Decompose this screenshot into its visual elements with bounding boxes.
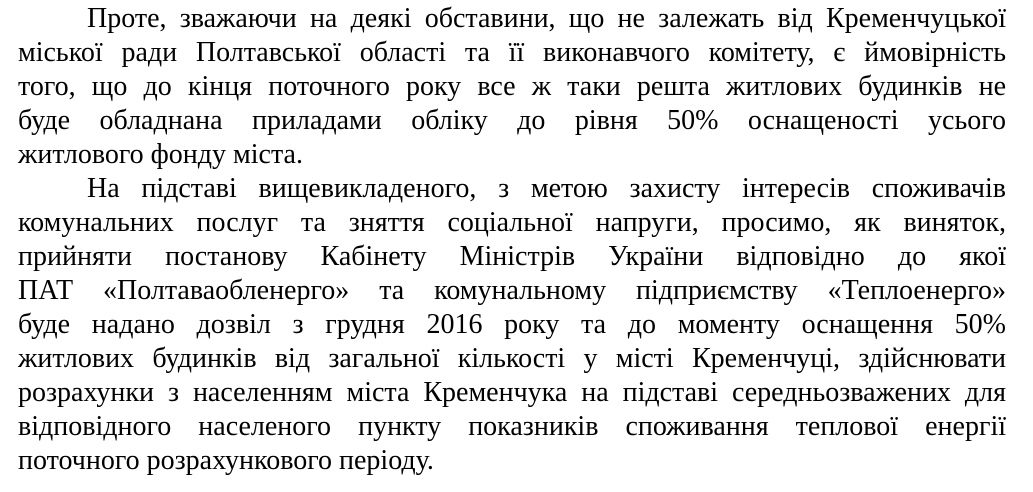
paragraph-1-line-4: буде обладнана приладами обліку до рівня 50% оснащеності усього [18,105,1006,136]
paragraph-1-line-2: міської ради Полтавської області та її виконавчого комітету, є ймовірність [18,37,1006,68]
paragraph-2-line-9: поточного розрахункового періоду. [18,445,434,476]
paragraph-2-line-8: відповідного населеного пункту показників споживання теплової енергії [18,411,1006,442]
paragraph-2-line-3: прийняти постанову Кабінету Міністрів України відповідно до якої [18,241,1006,272]
paragraph-2-line-1: На підставі вищевикладеного, з метою захисту інтересів споживачів [87,173,1006,204]
paragraph-2-line-2: комунальних послуг та зняття соціальної напруги, просимо, як виняток, [18,207,1006,238]
paragraph-2-line-7: розрахунки з населенням міста Кременчука на підставі середньозважених для [18,377,1006,408]
paragraph-1-line-5: житлового фонду міста. [18,139,303,170]
paragraph-2-line-6: житлових будинків від загальної кількості у місті Кременчуці, здійснювати [18,343,1006,374]
paragraph-2-line-5: буде надано дозвіл з грудня 2016 року та до моменту оснащення 50% [18,309,1006,340]
paragraph-1-line-3: того, що до кінця поточного року все ж таки решта житлових будинків не [18,71,1006,102]
paragraph-1-line-1: Проте, зважаючи на деякі обставини, що не залежать від Кременчуцької [87,3,1006,34]
paragraph-2-line-4: ПАТ «Полтаваобленерго» та комунальному підприємству «Теплоенерго» [18,275,1006,306]
